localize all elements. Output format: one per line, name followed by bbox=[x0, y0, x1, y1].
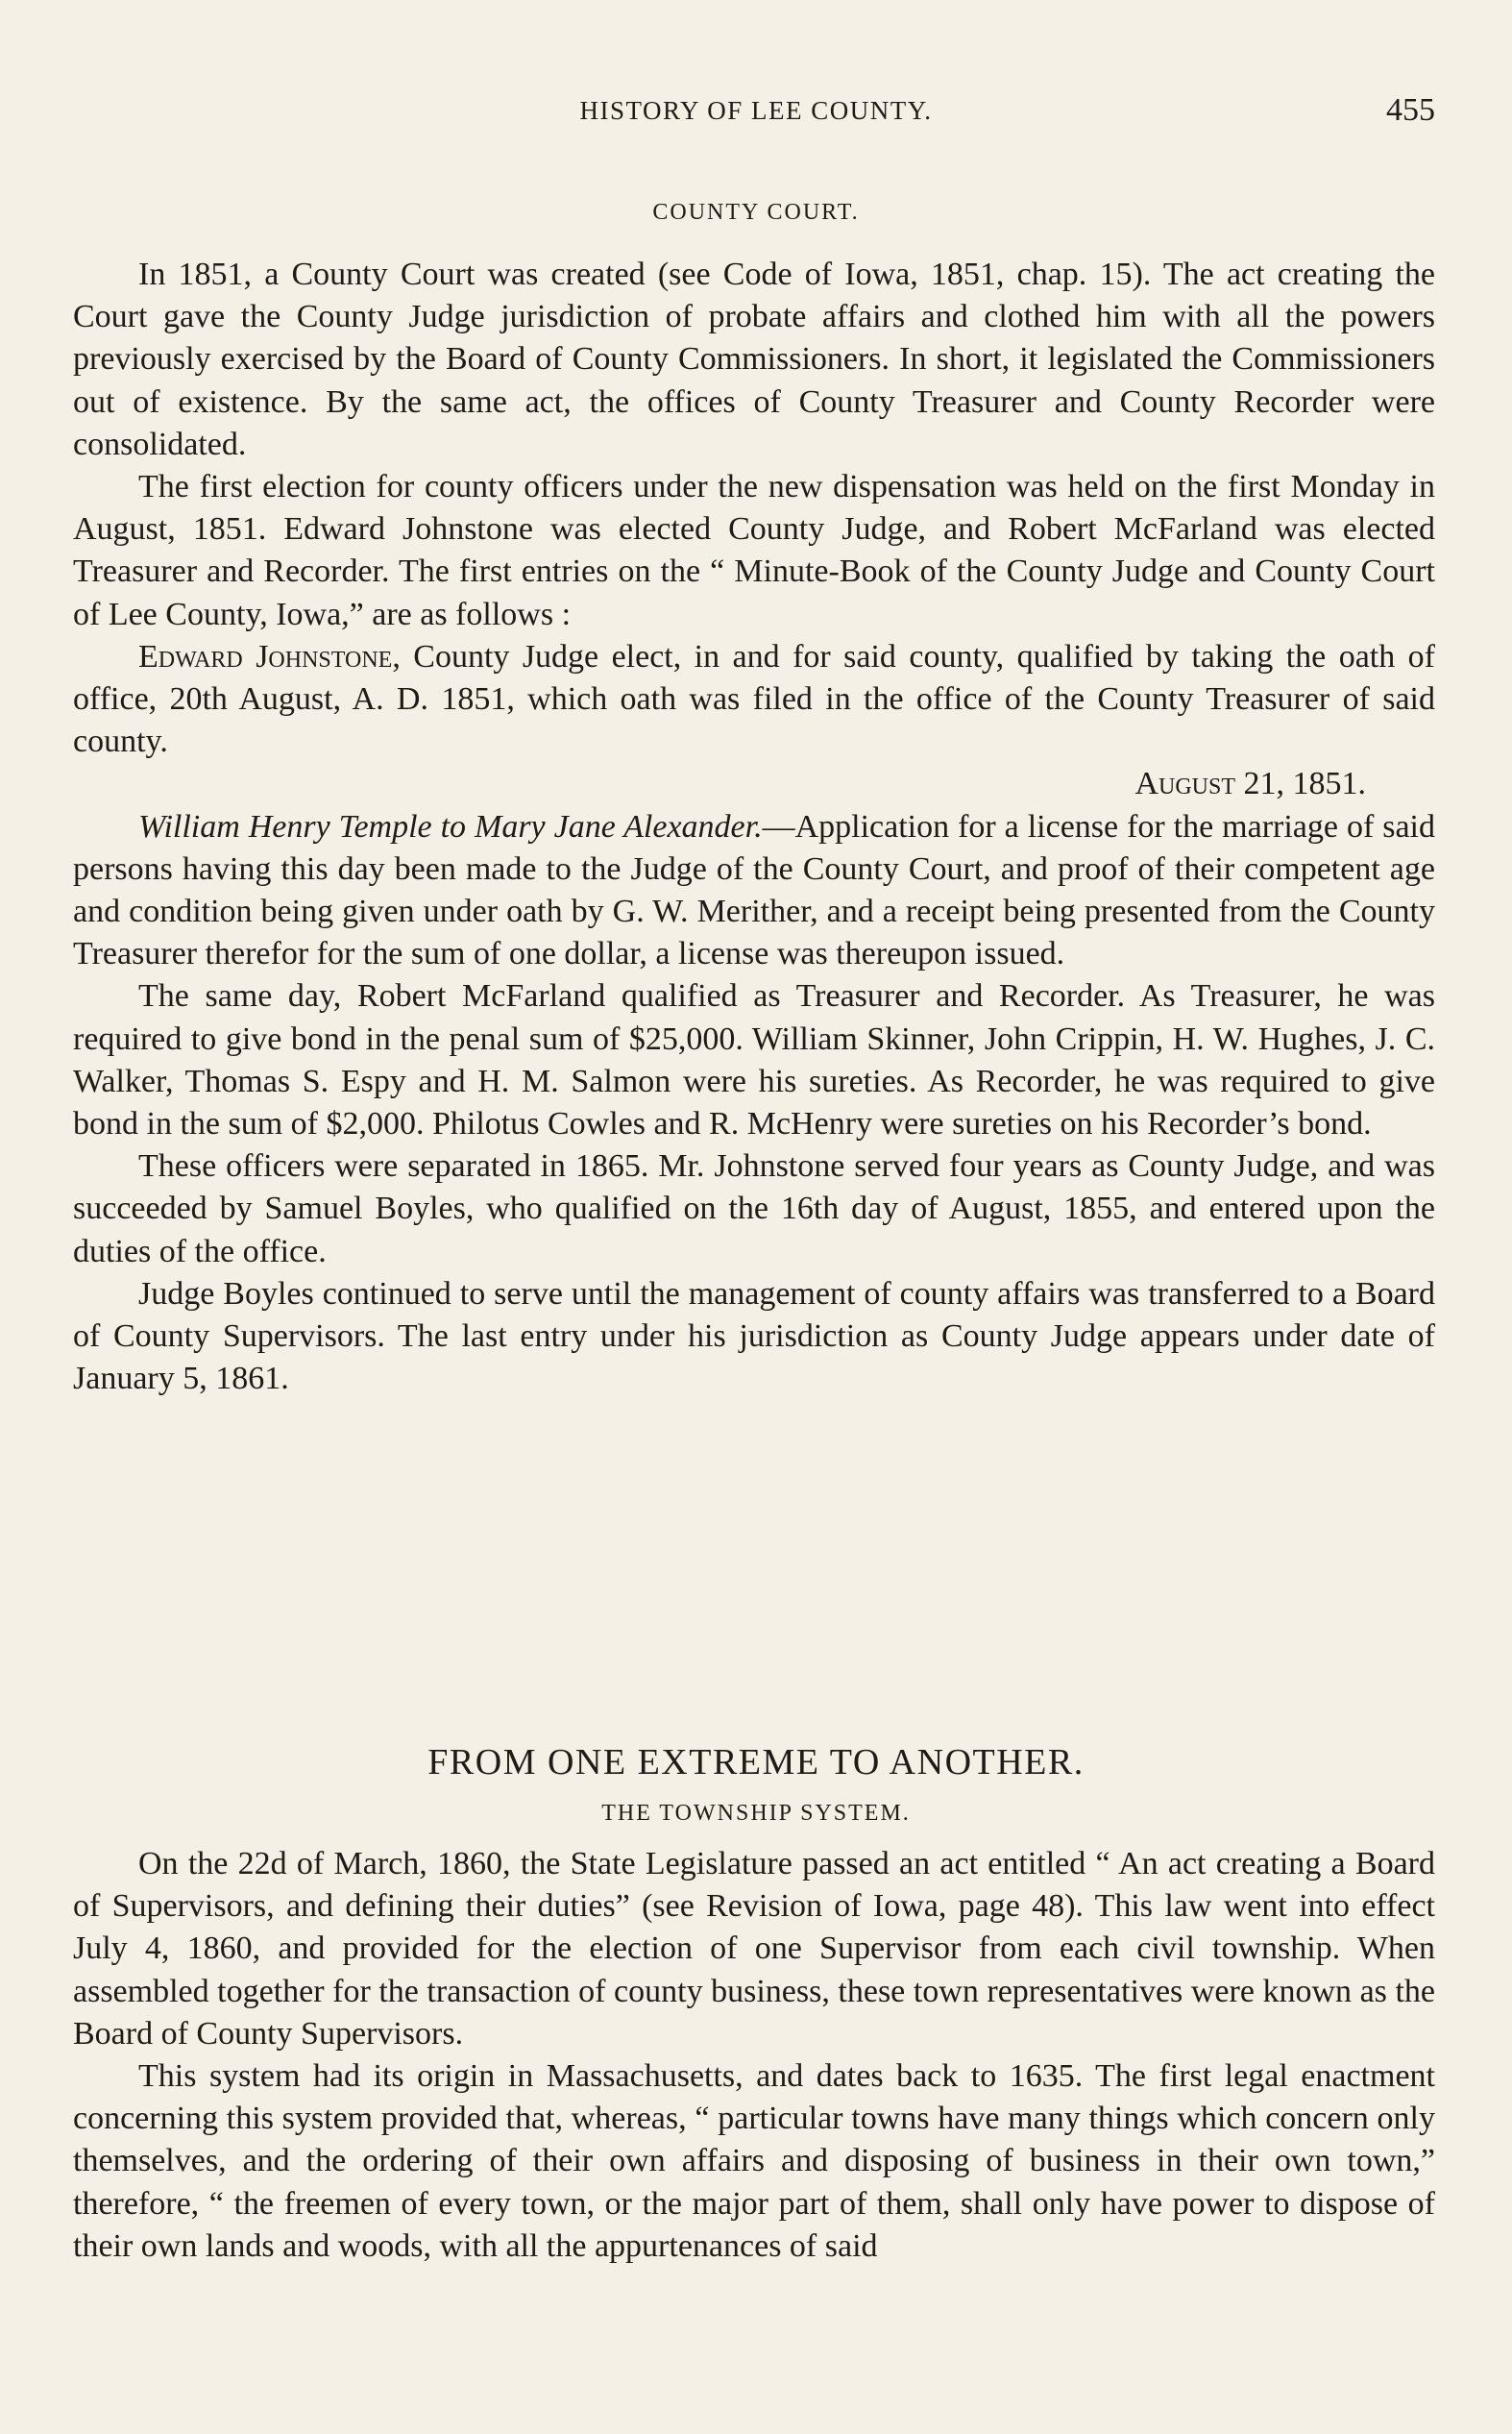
paragraph-text: —Application for a license for the marriage of said persons having this day been made to the Judge of the County Court, and proof of their competent age and condition being given under oath by G. W. Merither, and a receipt being presented from the County Treasurer therefor for the sum of one dollar, a license was thereupon issued. bbox=[73, 808, 1435, 972]
entry-date bbox=[73, 763, 1435, 805]
paragraph: This system had its origin in Massachusetts, and dates back to 1635. The first legal enactment concerning this system provided that, whereas, “ particular towns have many things which concern only themselves, and the ordering of their own affairs and disposing of business in their own town,” therefore, “ the freemen of every town, or the major part of them, shall only have power to dispose of their own lands and woods, with all the appurtenances of said bbox=[73, 2058, 1435, 2264]
entry-date-month: August bbox=[1134, 766, 1235, 802]
entry-date-rest: 21, 1851. bbox=[1235, 766, 1366, 802]
page-number: 455 bbox=[1386, 92, 1435, 128]
person-name: Edward Johnstone bbox=[138, 638, 393, 675]
paragraph: Judge Boyles continued to serve until the management of county affairs was transferred to a Board of County Supervisors. The last entry under his jurisdiction as County Judge appears under date of January 5, 1861. bbox=[73, 1275, 1435, 1397]
paragraph: On the 22d of March, 1860, the State Legislature passed an act entitled “ An act creating a Board of Supervisors, and defining their duties” (see Revision of Iowa, page 48). This law went into effect July 4, 1860, and provided for the election of one Supervisor from each civil township. When assembled together for the transaction of county business, these town representatives were known as the Board of County Supervisors. bbox=[73, 1846, 1435, 2052]
entry-title: William Henry Temple to Mary Jane Alexander. bbox=[138, 808, 763, 845]
section-heading: FROM ONE EXTREME TO ANOTHER. bbox=[427, 1742, 1085, 1782]
township-system-body bbox=[73, 1843, 1435, 2268]
paragraph: The first election for county officers under the new dispensation was held on the first Monday in August, 1851. Edward Johnstone was elected County Judge, and Robert McFarland was elected Treasurer and Recorder. The first entries on the “ Minute-Book of the County Judge and County Court of Lee County, Iowa,” are as follows : bbox=[73, 469, 1435, 632]
paragraph bbox=[73, 806, 1435, 976]
running-header bbox=[0, 92, 1512, 131]
paragraph bbox=[73, 636, 1435, 764]
paragraph-text: , County Judge elect, in and for said county, qualified by taking the oath of office, 20th August, A. D. 1851, which oath was filed in the office of the County Treasurer of said county. bbox=[73, 638, 1435, 760]
section-label-township-system: THE TOWNSHIP SYSTEM. bbox=[601, 1801, 911, 1826]
running-title: HISTORY OF LEE COUNTY. bbox=[579, 96, 933, 125]
paragraph: The same day, Robert McFarland qualified as Treasurer and Recorder. As Treasurer, he was required to give bond in the penal sum of $25,000. William Skinner, John Crippin, H. W. Hughes, J. C. Walker, Thomas S. Espy and H. M. Salmon were his sureties. As Recorder, he was required to give bond in the sum of $2,000. Philotus Cowles and R. McHenry were sureties on his Recorder’s bond. bbox=[73, 978, 1435, 1143]
paragraph: In 1851, a County Court was created (see Code of Iowa, 1851, chap. 15). The act creating the Court gave the County Judge jurisdiction of probate affairs and clothed him with all the powers previously exercised by the Board of County Commissioners. In short, it legislated the Commissioners out of existence. By the same act, the offices of County Treasurer and County Recorder were consolidated. bbox=[73, 257, 1435, 462]
paragraph: These officers were separated in 1865. Mr. Johnstone served four years as County Judge, and was succeeded by Samuel Boyles, who qualified on the 16th day of August, 1855, and entered upon the duties of the office. bbox=[73, 1148, 1435, 1269]
section-label-county-court: COUNTY COURT. bbox=[652, 200, 860, 225]
county-court-body bbox=[73, 254, 1435, 1400]
